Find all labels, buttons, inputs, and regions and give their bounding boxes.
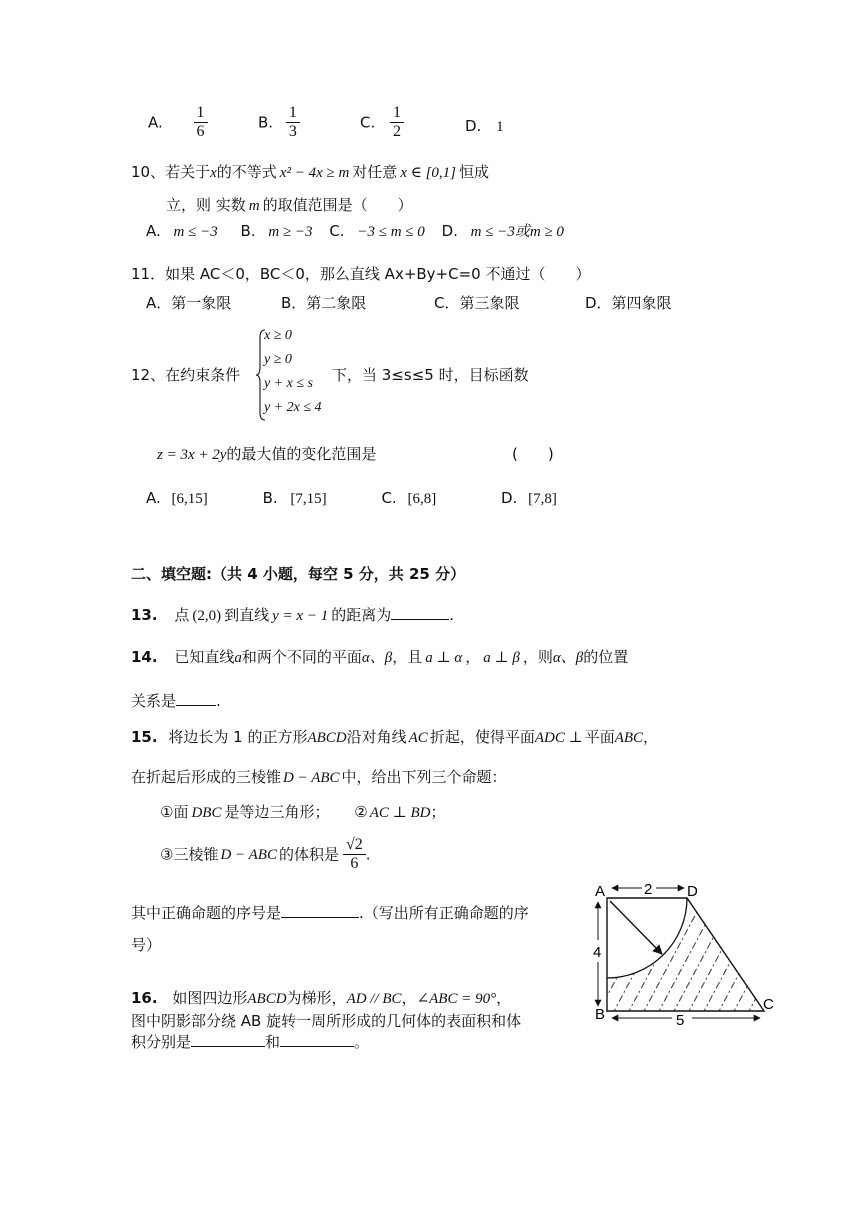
q15-volume-fraction bbox=[343, 836, 366, 874]
option-value: [6,8] bbox=[407, 491, 437, 507]
q15-text: ② bbox=[354, 803, 368, 821]
q15-line2 bbox=[131, 766, 507, 787]
math-range: x ∈ [0,1] bbox=[400, 165, 456, 181]
math-planes: α、β bbox=[361, 650, 393, 666]
q9-option-b-fraction bbox=[286, 104, 300, 142]
trapezoid-figure bbox=[590, 878, 780, 1028]
math-tetrahedron: D − ABC bbox=[283, 770, 340, 786]
answer-blank[interactable] bbox=[391, 605, 449, 620]
q9-option-c-label: C. bbox=[360, 113, 376, 132]
vertex-label-a: A bbox=[595, 883, 606, 900]
top-length-label: 2 bbox=[644, 881, 653, 898]
q15-text: 中，给出下列三个命题： bbox=[341, 768, 507, 786]
q15-text: ， bbox=[643, 728, 659, 746]
math-plane: ABC bbox=[614, 730, 644, 746]
q14-text: ， bbox=[465, 648, 481, 666]
q15-line1 bbox=[131, 726, 658, 747]
math-planes: α、β bbox=[552, 650, 584, 666]
option-label: C. bbox=[381, 489, 397, 507]
fraction-numerator: 1 bbox=[390, 104, 404, 123]
q16-text: 积分别是 bbox=[131, 1033, 192, 1051]
q9-option-d-value: 1 bbox=[496, 119, 504, 135]
option-label: B. bbox=[262, 489, 278, 507]
q9-option-c-fraction bbox=[390, 104, 404, 142]
q16-line1 bbox=[131, 987, 511, 1008]
option-value: −3 ≤ m ≤ 0 bbox=[357, 224, 425, 240]
math-point: (2,0) bbox=[192, 608, 222, 624]
answer-blank[interactable] bbox=[280, 1032, 354, 1047]
answer-blank[interactable] bbox=[281, 903, 359, 918]
q16-line3 bbox=[131, 1031, 369, 1052]
math-square: ABCD bbox=[307, 730, 347, 746]
q10-line2 bbox=[166, 194, 413, 215]
math-var: a bbox=[234, 650, 242, 666]
math-parallel: AD // BC bbox=[346, 991, 402, 1007]
q15-text: 平面 bbox=[584, 728, 615, 746]
option-label: D. bbox=[441, 222, 458, 240]
option-label: B. bbox=[240, 222, 256, 240]
q10-text: 若关于 bbox=[165, 163, 211, 181]
q10-options bbox=[146, 220, 564, 241]
q15-text: ； bbox=[430, 803, 446, 821]
q12-constraint-1: x ≥ 0 bbox=[264, 328, 292, 343]
q13 bbox=[131, 604, 454, 625]
q15-answer-line2: 号） bbox=[131, 936, 162, 954]
math-perp: AC ⊥ BD bbox=[369, 805, 431, 821]
q10-text: 对任意 bbox=[352, 163, 398, 181]
q11-text: 11．如果 AC＜0，BC＜0，那么直线 Ax+By+C=0 不通过（ ） bbox=[131, 265, 591, 283]
q12-options bbox=[146, 489, 557, 508]
q15-text: 是等边三角形； bbox=[224, 803, 330, 821]
math-objective: z = 3x + 2y bbox=[157, 447, 227, 463]
math-line: y = x − 1 bbox=[272, 608, 329, 624]
section-title: 二、填空题:（共 4 小题，每空 5 分，共 25 分） bbox=[131, 565, 466, 583]
q11-option-a: A．第一象限 bbox=[146, 294, 232, 312]
q14-text: 和两个不同的平面 bbox=[241, 648, 362, 666]
q15-item-3 bbox=[160, 836, 371, 874]
q16-text: ， bbox=[496, 989, 512, 1007]
fraction-denominator: 6 bbox=[350, 855, 359, 873]
q10-text: 立，则 实数 bbox=[166, 196, 246, 214]
q12-paren: ( ) bbox=[512, 445, 554, 463]
q15-text: 其中正确命题的序号是 bbox=[131, 904, 282, 922]
q12-objective bbox=[157, 443, 376, 464]
q12-lead: 12、在约束条件 bbox=[131, 366, 241, 384]
q16-text: 。 bbox=[354, 1033, 370, 1051]
q12-constraint-4: y + 2x ≤ 4 bbox=[264, 400, 322, 415]
math-quadrilateral: ABCD bbox=[247, 991, 287, 1007]
q9-option-a-fraction bbox=[194, 104, 208, 142]
q14-text: . bbox=[216, 692, 221, 710]
option-value: m ≤ −3 bbox=[173, 224, 218, 240]
q11-option-d: D．第四象限 bbox=[585, 294, 672, 312]
question-number: 15. bbox=[131, 728, 158, 746]
q15-text: 的体积是 bbox=[278, 845, 339, 864]
q9-option-b bbox=[258, 104, 300, 142]
question-number: 10、 bbox=[131, 163, 166, 181]
question-number: 16. bbox=[131, 989, 158, 1007]
answer-blank[interactable] bbox=[176, 691, 216, 706]
q13-text: 到直线 bbox=[224, 606, 270, 624]
q14-text: 的位置 bbox=[583, 648, 629, 666]
q15-text: ③三棱锥 bbox=[160, 845, 219, 864]
vertex-label-d: D bbox=[687, 883, 698, 900]
q10-text: 恒成 bbox=[459, 163, 490, 181]
q9-option-d bbox=[465, 117, 504, 136]
q15-text: ①面 bbox=[160, 803, 189, 821]
bottom-length-label: 5 bbox=[676, 1012, 685, 1028]
q10-line1 bbox=[131, 161, 489, 182]
math-plane: ADC ⊥ bbox=[534, 730, 583, 746]
math-var: x bbox=[210, 165, 217, 181]
fraction-numerator: 1 bbox=[194, 104, 208, 123]
option-label: A. bbox=[146, 489, 161, 507]
q14-text: 已知直线 bbox=[174, 648, 235, 666]
q15-text: .（写出所有正确命题的序 bbox=[359, 904, 529, 922]
q9-option-d-label: D. bbox=[465, 117, 482, 135]
q15-text: 将边长为 1 的正方形 bbox=[168, 728, 308, 746]
q14-text: 关系是 bbox=[131, 692, 177, 710]
q15-item-1-2 bbox=[160, 801, 446, 822]
question-number: 14. bbox=[131, 648, 158, 666]
math-segment: AC bbox=[408, 730, 428, 746]
option-value: m ≥ −3 bbox=[268, 224, 313, 240]
fraction-denominator: 2 bbox=[393, 123, 402, 141]
side-length-label: 4 bbox=[593, 944, 602, 961]
math-condition: a ⊥ α bbox=[425, 650, 463, 666]
q15-text: 沿对角线 bbox=[346, 728, 407, 746]
fraction-denominator: 6 bbox=[196, 123, 205, 141]
q10-text: 的不等式 bbox=[216, 163, 277, 181]
q9-options bbox=[148, 104, 208, 142]
option-label: C. bbox=[329, 222, 345, 240]
option-value: [7,8] bbox=[528, 491, 557, 507]
question-number: 13. bbox=[131, 606, 158, 624]
option-value: [7,15] bbox=[290, 491, 327, 507]
q15-text: . bbox=[365, 845, 371, 864]
q9-option-b-label: B. bbox=[258, 113, 274, 132]
math-angle: ∠ABC = 90° bbox=[416, 991, 497, 1007]
q11-option-c: C．第三象限 bbox=[434, 294, 520, 312]
q16-text: 和 bbox=[265, 1033, 281, 1051]
q16-line2: 图中阴影部分绕 AB 旋转一周所形成的几何体的表面积和体 bbox=[131, 1012, 522, 1030]
q9-option-a-label: A. bbox=[148, 113, 163, 132]
q14-line2 bbox=[131, 690, 221, 711]
fraction-numerator: 1 bbox=[286, 104, 300, 123]
option-value: m ≤ −3或m ≥ 0 bbox=[470, 224, 564, 240]
q11-option-b: B．第二象限 bbox=[281, 294, 367, 312]
q14-text: ，且 bbox=[392, 648, 423, 666]
vertex-label-c: C bbox=[763, 996, 774, 1013]
q15-answer-line bbox=[131, 902, 529, 923]
answer-blank[interactable] bbox=[191, 1032, 265, 1047]
math-condition: a ⊥ β bbox=[483, 650, 520, 666]
fraction-numerator: √2 bbox=[343, 836, 366, 855]
fraction-denominator: 3 bbox=[288, 123, 297, 141]
option-label: D. bbox=[501, 489, 518, 507]
q10-text: 的取值范围是（ ） bbox=[262, 196, 413, 214]
math-face: DBC bbox=[191, 805, 222, 821]
q16-text: 为梯形， bbox=[286, 989, 347, 1007]
q14-line1 bbox=[131, 646, 628, 667]
q12-tail: 下，当 3≤s≤5 时，目标函数 bbox=[332, 366, 529, 384]
q12-constraint-3: y + x ≤ s bbox=[264, 376, 314, 391]
math-inequality: x² − 4x ≥ m bbox=[279, 165, 350, 181]
math-tetrahedron: D − ABC bbox=[220, 847, 277, 864]
q16-text: ， bbox=[401, 989, 417, 1007]
q12-constraint-2: y ≥ 0 bbox=[264, 352, 292, 367]
math-var: m bbox=[248, 198, 260, 214]
option-value: [6,15] bbox=[171, 491, 208, 507]
q15-text: 在折起后形成的三棱锥 bbox=[131, 768, 282, 786]
q13-text: . bbox=[449, 606, 454, 624]
vertex-label-b: B bbox=[595, 1006, 606, 1023]
q13-text: 的距离为 bbox=[331, 606, 392, 624]
q15-text: 折起，使得平面 bbox=[429, 728, 535, 746]
q14-text: ，则 bbox=[522, 648, 553, 666]
option-label: A. bbox=[146, 222, 161, 240]
q13-text: 点 bbox=[174, 606, 190, 624]
q16-text: 如图四边形 bbox=[172, 989, 248, 1007]
q12-text: 的最大值的变化范围是 bbox=[226, 445, 377, 463]
q9-option-c bbox=[360, 104, 404, 142]
